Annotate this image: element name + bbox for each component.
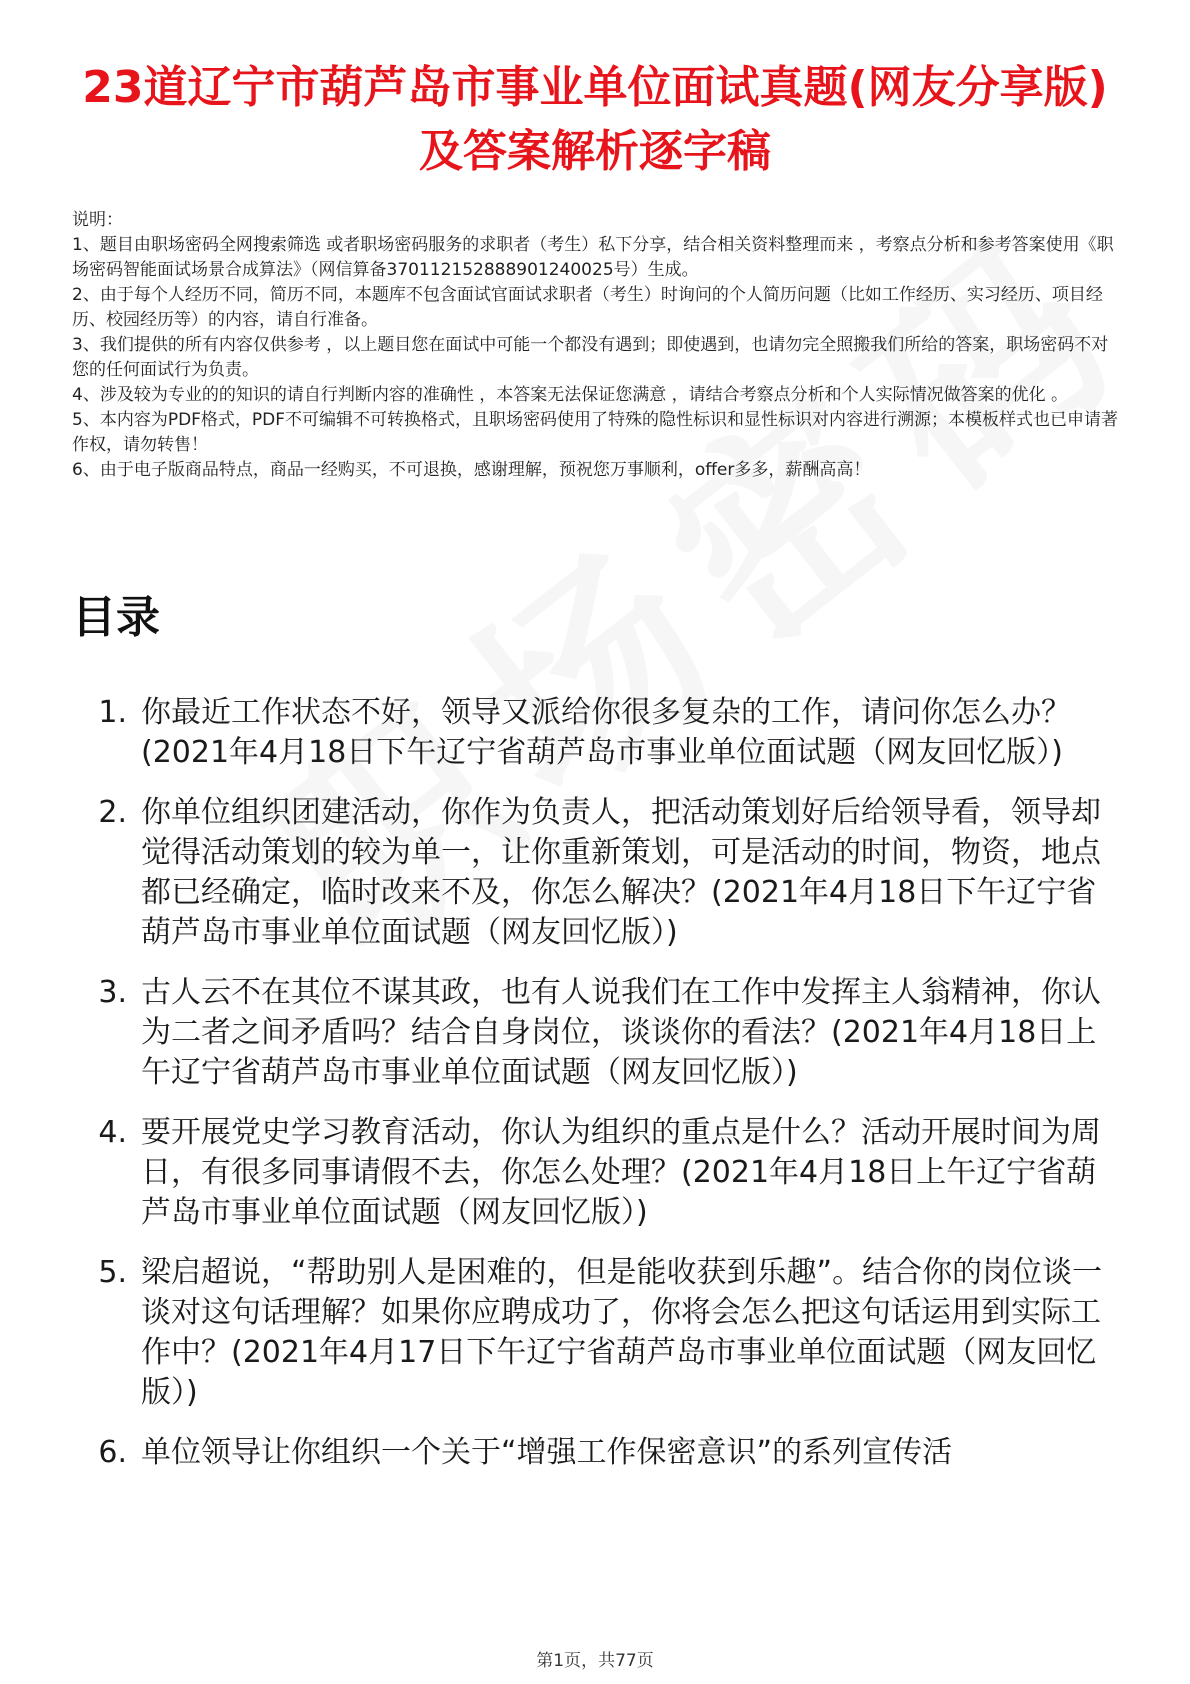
notes-section [72, 208, 1120, 483]
toc-item-number: 1. [98, 695, 127, 730]
toc-item-text: 梁启超说，“帮助别人是困难的，但是能收获到乐趣”。结合你的岗位谈一谈对这句话理解？如果你应聘成功了，你将会怎么把这句话运用到实际工作中？(2021年4月17日下午辽宁省葫芦岛市事业单位面试题（网友回忆版）) [141, 1255, 1103, 1410]
toc-item[interactable] [72, 1433, 1122, 1473]
toc-item-number: 2. [98, 795, 127, 830]
toc-item-text: 古人云不在其位不谋其政，也有人说我们在工作中发挥主人翁精神，你认为二者之间矛盾吗？结合自身岗位，谈谈你的看法？(2021年4月18日上午辽宁省葫芦岛市事业单位面试题（网友回忆版）) [141, 975, 1101, 1090]
note-item-5: 5、本内容为PDF格式，PDF不可编辑不可转换格式，且职场密码使用了特殊的隐性标识和显性标识对内容进行溯源；本模板样式也已申请著作权，请勿转售！ [72, 410, 1119, 455]
page-footer: 第1页，共77页 [536, 1651, 654, 1671]
toc-item-number: 3. [98, 975, 127, 1010]
note-item-4: 4、涉及较为专业的的知识的请自行判断内容的准确性 ，本答案无法保证您满意 ，请结合考察点分析和个人实际情况做答案的优化 。 [72, 385, 1069, 405]
note-item-6: 6、由于电子版商品特点，商品一经购买，不可退换，感谢理解，预祝您万事顺利，offer多多，薪酬高高！ [72, 460, 871, 480]
toc-item-text: 你最近工作状态不好，领导又派给你很多复杂的工作，请问你怎么办？(2021年4月18日下午辽宁省葫芦岛市事业单位面试题（网友回忆版）) [141, 695, 1071, 770]
notes-heading: 说明： [72, 210, 123, 230]
note-item-3: 3、我们提供的所有内容仅供参考 ，以上题目您在面试中可能一个都没有遇到；即使遇到，也请勿完全照搬我们所给的答案，职场密码不对您的任何面试行为负责。 [72, 335, 1109, 380]
table-of-contents [72, 693, 1122, 1493]
note-item-2: 2、由于每个人经历不同，简历不同，本题库不包含面试官面试求职者（考生）时询问的个人简历问题（比如工作经历、实习经历、项目经历、校园经历等）的内容，请自行准备。 [72, 285, 1103, 330]
toc-item-text: 要开展党史学习教育活动，你认为组织的重点是什么？活动开展时间为周日，有很多同事请假不去，你怎么处理？(2021年4月18日上午辽宁省葫芦岛市事业单位面试题（网友回忆版）) [141, 1115, 1101, 1230]
toc-item[interactable] [72, 1253, 1122, 1413]
toc-item-text: 你单位组织团建活动，你作为负责人，把活动策划好后给领导看，领导却觉得活动策划的较为单一，让你重新策划，可是活动的时间，物资，地点都已经确定，临时改来不及，你怎么解决？(2021年4月18日下午辽宁省葫芦岛市事业单位面试题（网友回忆版）) [141, 795, 1101, 950]
toc-item[interactable] [72, 973, 1122, 1093]
toc-item[interactable] [72, 693, 1122, 773]
toc-item-number: 5. [98, 1255, 127, 1290]
toc-item-number: 6. [98, 1435, 127, 1470]
toc-item[interactable] [72, 1113, 1122, 1233]
toc-item[interactable] [72, 793, 1122, 953]
note-item-1: 1、题目由职场密码全网搜索筛选 或者职场密码服务的求职者（考生）私下分享，结合相关资料整理而来 ，考察点分析和参考答案使用《职场密码智能面试场景合成算法》（网信算备370112152888901240025号）生成。 [72, 235, 1114, 280]
toc-item-text: 单位领导让你组织一个关于“增强工作保密意识”的系列宣传活 [141, 1435, 953, 1470]
document-title: 23道辽宁市葫芦岛市事业单位面试真题(网友分享版)及答案解析逐字稿 [82, 62, 1108, 177]
toc-heading: 目录 [72, 592, 160, 643]
toc-item-number: 4. [98, 1115, 127, 1150]
